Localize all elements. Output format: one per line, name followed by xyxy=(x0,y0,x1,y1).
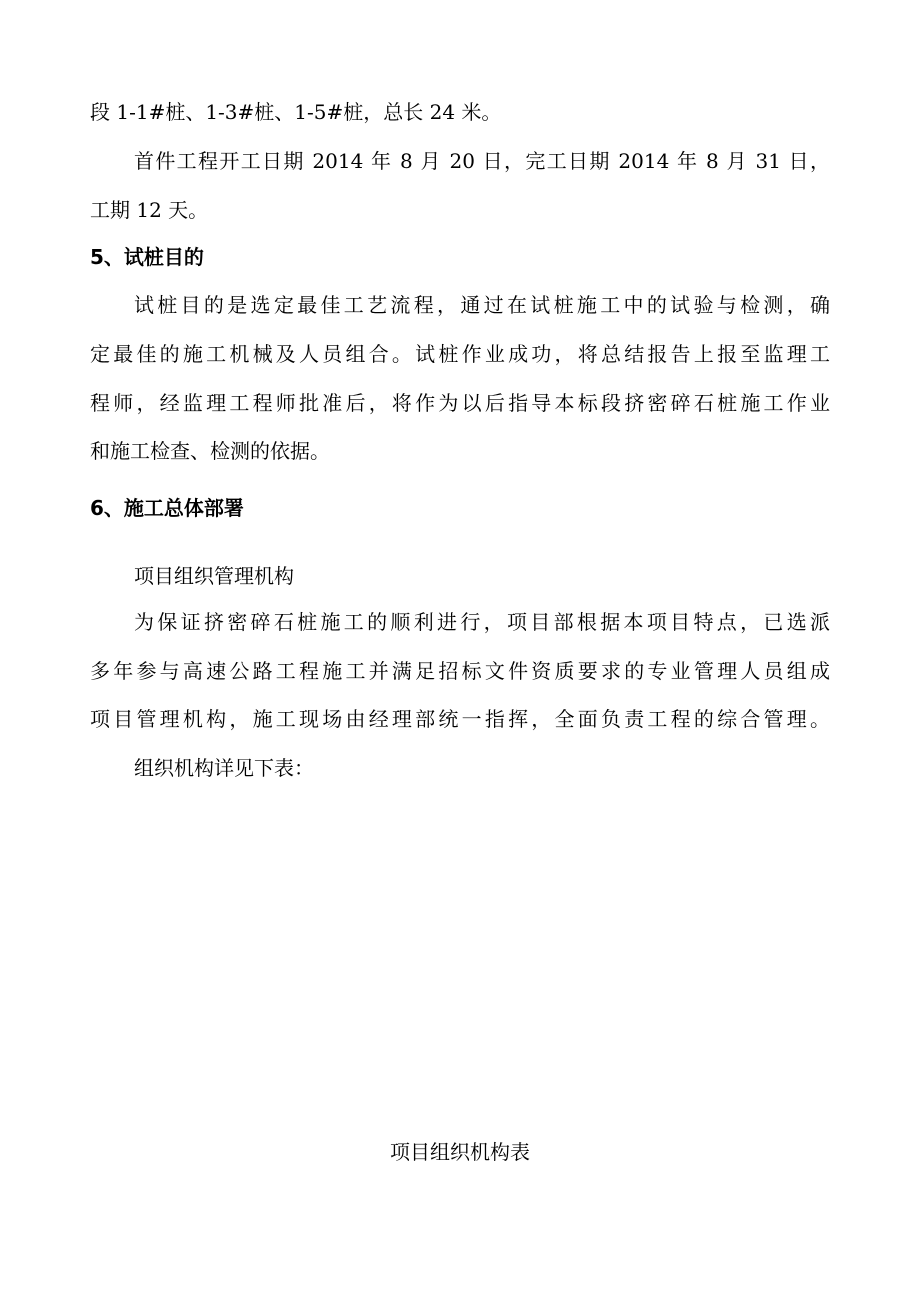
paragraph-management-org-title: 项目组织管理机构 xyxy=(134,564,294,588)
paragraph-purpose-line-4: 和施工检查、检测的依据。 xyxy=(90,439,330,463)
table-caption: 项目组织机构表 xyxy=(390,1140,530,1164)
paragraph-org-line-2: 多年参与高速公路工程施工并满足招标文件资质要求的专业管理人员组成 xyxy=(90,659,830,683)
paragraph-org-line-3: 项目管理机构，施工现场由经理部统一指挥，全面负责工程的综合管理。 xyxy=(90,707,830,731)
paragraph-purpose-line-2: 定最佳的施工机械及人员组合。试桩作业成功，将总结报告上报至监理工 xyxy=(90,342,830,366)
heading-test-pile-purpose: 5、试桩目的 xyxy=(90,245,204,269)
paragraph-org-line-1: 为保证挤密碎石桩施工的顺利进行，项目部根据本项目特点，已选派 xyxy=(134,610,830,634)
paragraph-schedule-line-1: 首件工程开工日期 2014 年 8 月 20 日，完工日期 2014 年 8 月 31 日， xyxy=(134,149,830,173)
paragraph-purpose-line-1: 试桩目的是选定最佳工艺流程，通过在试桩施工中的试验与检测，确 xyxy=(134,293,830,317)
paragraph-see-table: 组织机构详见下表： xyxy=(134,756,314,780)
paragraph-schedule-line-2: 工期 12 天。 xyxy=(90,198,209,222)
paragraph-pile-list-line: 段 1-1#桩、1-3#桩、1-5#桩，总长 24 米。 xyxy=(90,100,502,124)
paragraph-purpose-line-3: 程师，经监理工程师批准后，将作为以后指导本标段挤密碎石桩施工作业 xyxy=(90,391,830,415)
heading-construction-deployment: 6、施工总体部署 xyxy=(90,496,244,520)
